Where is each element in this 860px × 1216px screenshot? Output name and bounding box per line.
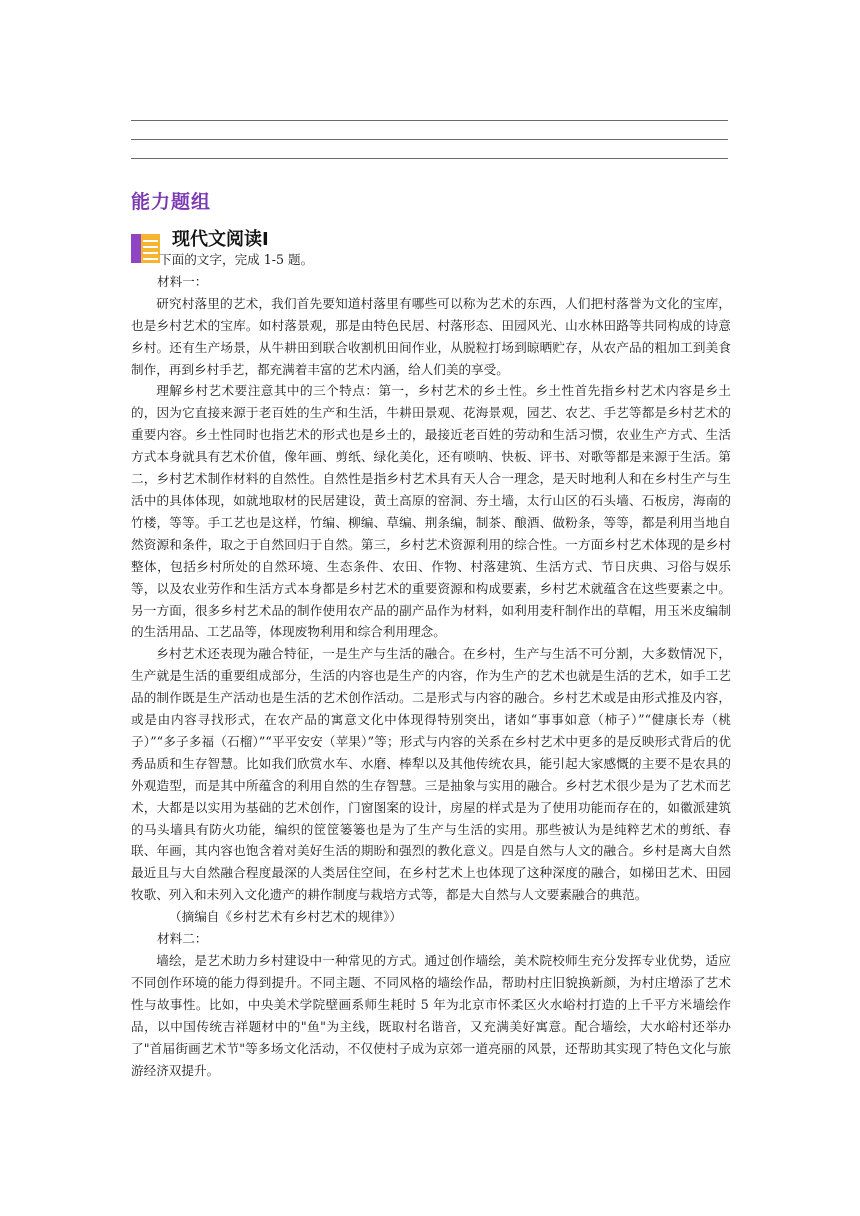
reading-title: 现代文阅读Ⅰ <box>172 229 269 250</box>
header-rule-3 <box>131 158 728 159</box>
header-rule-1 <box>131 120 728 121</box>
material-1-paragraph-2: 理解乡村艺术要注意其中的三个特点：第一，乡村艺术的乡土性。乡土性首先指乡村艺术内容是乡土的，因为它直接来源于老百姓的生产和生活，牛耕田景观、花海景观，园艺、农艺、手艺等都是乡村艺术的重要内容。乡土性同时也指艺术的形式也是乡土的，最接近老百姓的劳动和生活习惯，农业生产方式、生活方式本身就具有艺术价值，像年画、剪纸、绿化美化，还有唢呐、快板、评书、对歌等都是来源于生活。第二，乡村艺术制作材料的自然性。自然性是指乡村艺术具有天人合一理念，是天时地利人和在乡村生产与生活中的具体体现，如就地取材的民居建设，黄土高原的窑洞、夯土墙，太行山区的石头墙、石板房，海南的竹楼，等等。手工艺也是这样，竹编、柳编、草编、荆条编，制茶、酿酒、做粉条，等等，都是利用当地自然资源和条件，取之于自然回归于自然。第三，乡村艺术资源利用的综合性。一方面乡村艺术体现的是乡村整体，包括乡村所处的自然环境、生态条件、农田、作物、村落建筑、生活方式、节日庆典、习俗与娱乐等，以及农业劳作和生活方式本身都是乡村艺术的重要资源和构成要素，乡村艺术就蕴含在这些要素之中。另一方面，很多乡村艺术品的制作使用农产品的副产品作为材料，如利用麦秆制作出的草帽，用玉米皮编制的生活用品、工艺品等，体现废物利用和综合利用理念。 <box>131 383 731 640</box>
material-1-label: 材料一： <box>157 273 208 289</box>
section-title: 能力题组 <box>131 191 212 213</box>
material-1-paragraph-3: 乡村艺术还表现为融合特征，一是生产与生活的融合。在乡村，生产与生活不可分割，大多数情况下，生产就是生活的重要组成部分，生活的内容也是生产的内容，作为生产的艺术也就是生活的艺术，如手工艺品的制作既是生产活动也是生活的艺术创作活动。二是形式与内容的融合。乡村艺术或是由形式推及内容，或是由内容寻找形式，在农产品的寓意文化中体现得特别突出，诸如“事事如意（柿子）”“健康长寿（桃子）”“多子多福（石榴）”“平平安安（苹果）”等；形式与内容的关系在乡村艺术中更多的是反映形式背后的优秀品质和生存智慧。比如我们欣赏水车、水磨、棒犁以及其他传统农具，能引起大家感慨的主要不是农具的外观造型，而是其中所蕴含的利用自然的生存智慧。三是抽象与实用的融合。乡村艺术很少是为了艺术而艺术，大都是以实用为基础的艺术创作，门窗图案的设计，房屋的样式是为了使用功能而存在的，如徽派建筑的马头墙具有防火功能，编织的筐筐篓篓也是为了生产与生活的实用。那些被认为是纯粹艺术的剪纸、春联、年画，其内容也饱含着对美好生活的期盼和强烈的教化意义。四是自然与人文的融合。乡村是离大自然最近且与大自然融合程度最深的人类居住空间，在乡村艺术上也体现了这种深度的融合，如梯田艺术、田园牧歌、列入和未列入文化遗产的耕作制度与栽培方式等，都是大自然与人文要素融合的典范。 <box>131 646 731 903</box>
instructions: 下面的文字，完成 1-5 题。 <box>159 252 314 267</box>
material-2-label: 材料二： <box>157 931 208 947</box>
header-rule-2 <box>131 139 728 140</box>
material-1-source: （摘编自《乡村艺术有乡村艺术的规律》） <box>169 909 402 925</box>
material-1-paragraph-1: 研究村落里的艺术，我们首先要知道村落里有哪些可以称为艺术的东西，人们把村落誉为文化的宝库，也是乡村艺术的宝库。如村落景观，那是由特色民居、村落形态、田园风光、山水林田路等共同构成的诗意乡村。还有生产场景，从牛耕田到联合收割机田间作业，从脱粒打场到晾晒贮存，从农产品的粗加工到美食制作，再到乡村手艺，都充满着丰富的艺术内涵，给人们美的享受。 <box>131 295 731 377</box>
material-2-paragraph-1: 墙绘，是艺术助力乡村建设中一种常见的方式。通过创作墙绘，美术院校师生充分发挥专业优势，适应不同创作环境的能力得到提升。不同主题、不同风格的墙绘作品，帮助村庄旧貌换新颜，为村庄增添了艺术性与故事性。比如，中央美术学院壁画系师生耗时 5 年为北京市怀柔区火水峪村打造的上千平方米墙绘作品，以中国传统吉祥题材中的"鱼"为主线，既取村名谐音，又充满美好寓意。配合墙绘，大水峪村还举办了"首届街画艺术节"等多场文化活动，不仅使村子成为京郊一道亮丽的风景，还帮助其实现了特色文化与旅游经济双提升。 <box>131 953 731 1078</box>
article-body <box>131 249 731 1081</box>
